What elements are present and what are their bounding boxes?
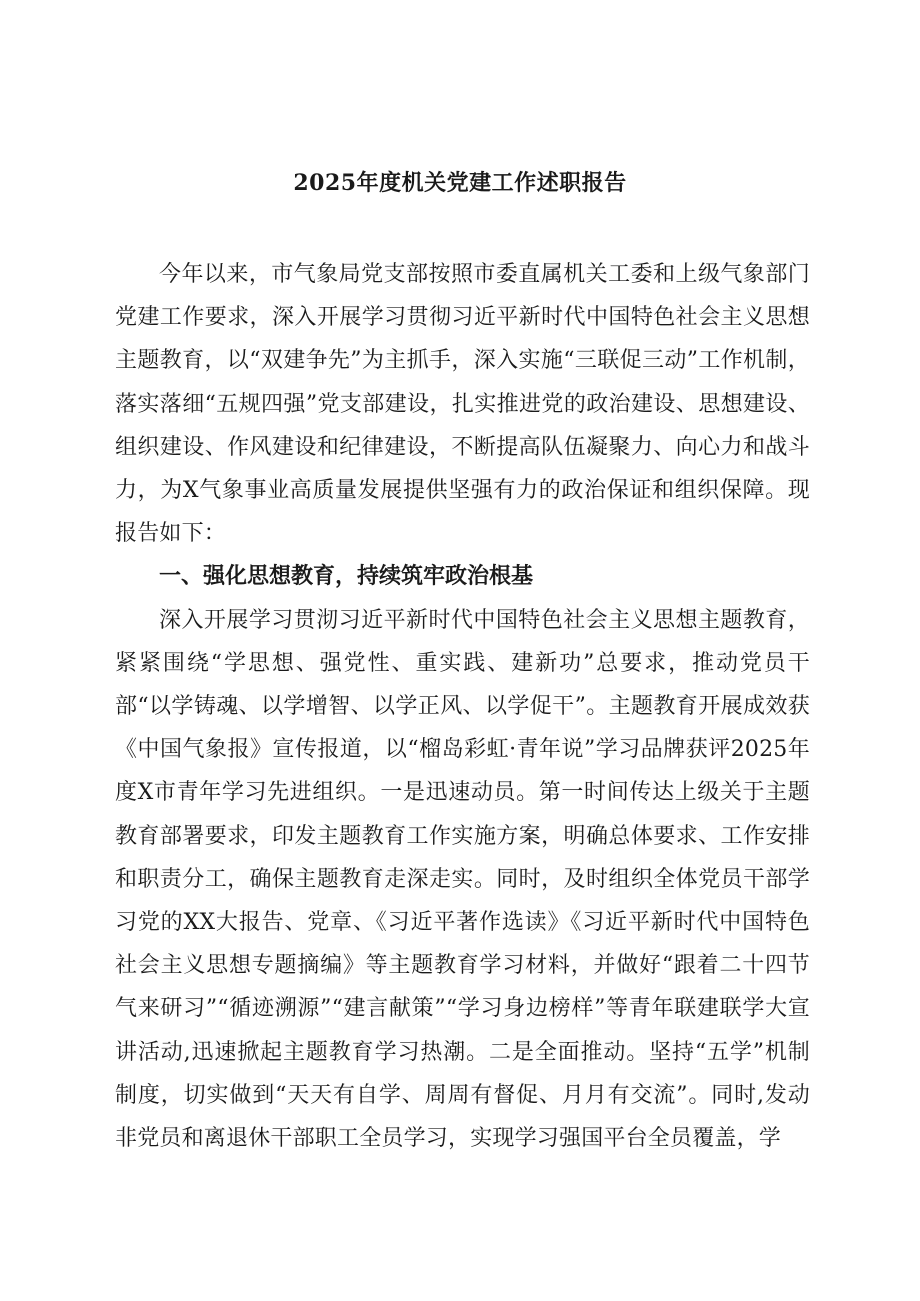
section-heading-1: 一、强化思想教育，持续筑牢政治根基 bbox=[159, 564, 534, 590]
section-paragraph-1: 深入开展学习贯沏习近平新时代中国特色社会主义思想主题教育，紧紧围绕“学思想、强党性、重实践、建新功”总要求，推动党员干部“以学铸魂、以学增智、以学正风、以学促干”。主题教育开展成效获《中国气象报》宣传报道，以“榴岛彩虹·青年说”学习品牌获评2025年度X市青年学习先进组织。一是迅速动员。第一时间传达上级关于主题教育部署要求，印发主题教育工作实施方案，明确总体要求、工作安排和职责分工，确保主题教育走深走实。同时，及时组织全体党员干部学习党的XX大报告、党章、《习近平著作选读》《习近平新时代中国特色社会主义思想专题摘编》等主题教育学习材料，并做好“跟着二十四节气来研习”“循迹溯源”“建言献策”“学习身边榜样”等青年联建联学大宣讲活动,迅速掀起主题教育学习热潮。二是全面推动。坚持“五学”机制制度，切实做到“天天有自学、周周有督促、月月有交流”。同时,发动非党员和离退休干部职工全员学习，实现学习强国平台全员覆盖，学 bbox=[115, 607, 810, 1152]
intro-paragraph: 今年以来，市气象局党支部按照市委直属机关工委和上级气象部门党建工作要求，深入开展学习贯彻习近平新时代中国特色社会主义思想主题教育，以“双建争先”为主抓手，深入实施“三联促三动”工作机制，落实落细“五规四强”党支部建设，扎实推进党的政治建设、思想建设、组织建设、作风建设和纪律建设，不断提高队伍凝聚力、向心力和战斗力，为X气象事业高质量发展提供坚强有力的政治保证和组织保障。现报告如下： bbox=[115, 262, 810, 547]
document-title: 2025年度机关党建工作述职报告 bbox=[293, 170, 627, 196]
document-body bbox=[115, 253, 810, 1160]
